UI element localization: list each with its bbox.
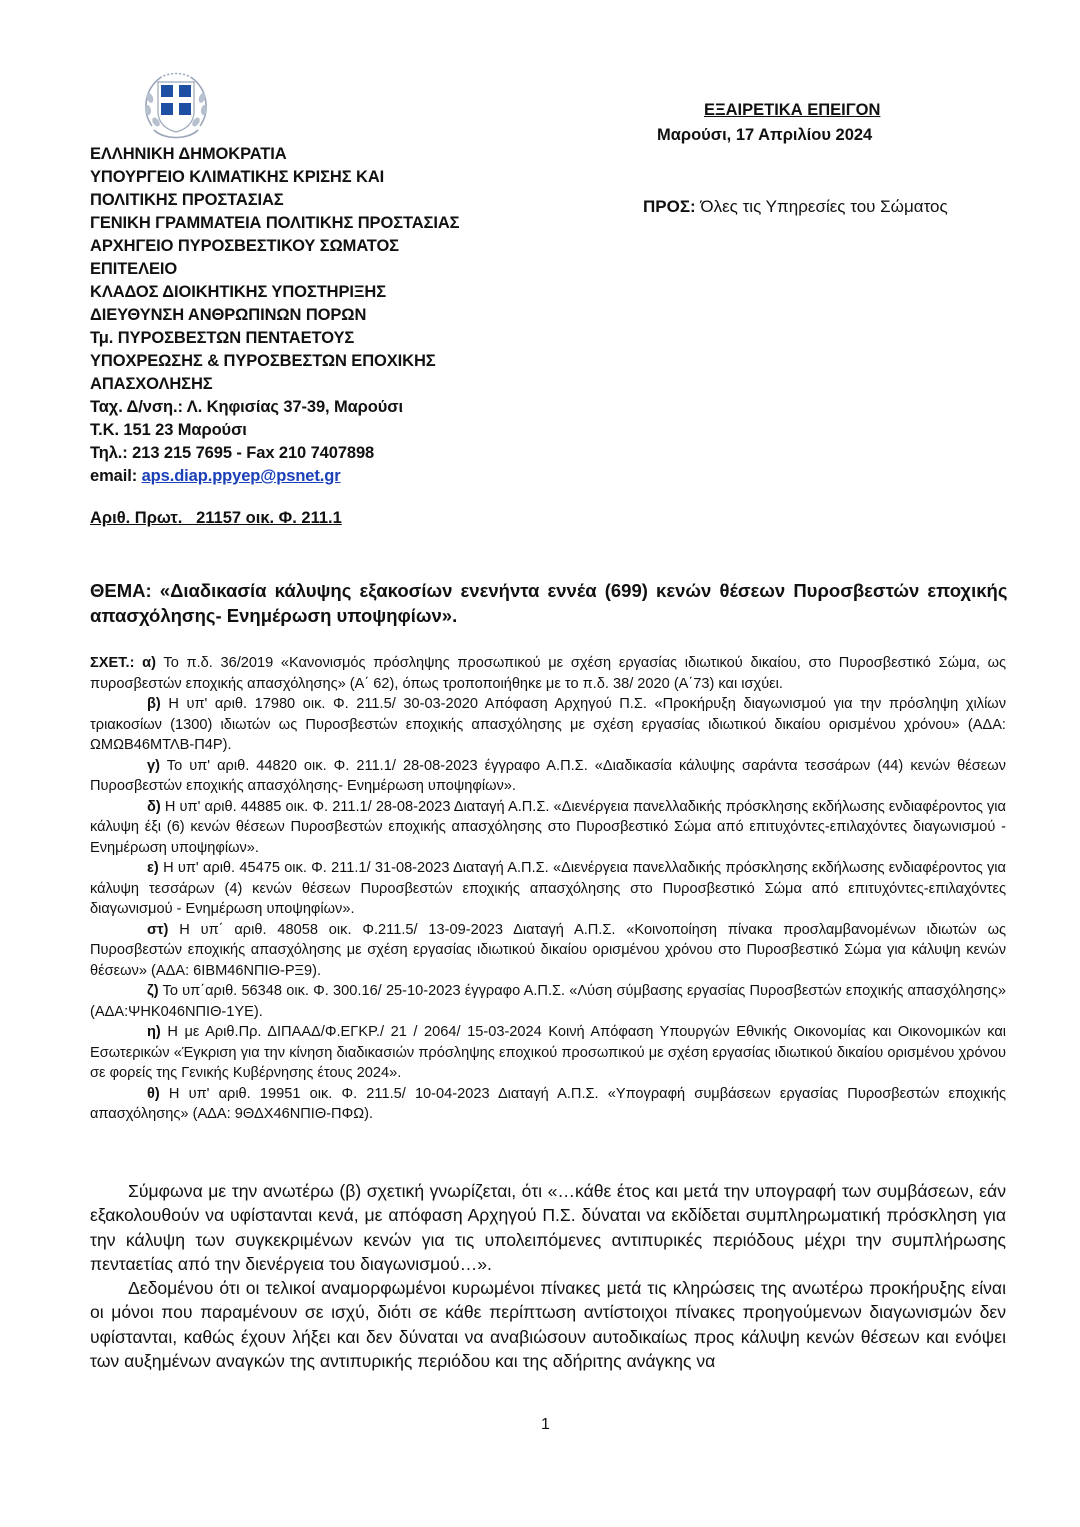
reference-marker: στ): [147, 921, 169, 938]
body-paragraph: Σύμφωνα με την ανωτέρω (β) σχετική γνωρίζεται, ότι «…κάθε έτος και μετά την υπογραφή των συμβάσεων, εάν εξακολουθούν να υφίστανται κενά, με απόφαση Αρχηγού Π.Σ. δύναται να εκδίδεται συμπληρωματική πρόσκληση για την κάλυψη των συγκεκριμένων κενών για τις υπολειπόμενες αντιπυρικές περιόδους μέχρι την συμπλήρωσης πενταετίας από την διενέργεια του διαγωνισμού…».: [90, 1181, 1006, 1274]
reference-text: Η υπ' αριθ. 17980 οικ. Φ. 211.5/ 30-03-2020 Απόφαση Αρχηγού Π.Σ. «Προκήρυξη διαγωνισμού για την πρόσληψη χιλίων τριακοσίων (1300) ιδιωτών ως Πυροσβεστών εποχικής απασχόλησης με σχέση εργασίας ιδιωτικού δικαίου ορισμένου χρόνου» (ΑΔΑ: ΩΜΩΒ46ΜΤΛΒ-Π4Ρ).: [90, 696, 1006, 753]
reference-marker: η): [147, 1024, 161, 1040]
body-paragraph: Δεδομένου ότι οι τελικοί αναμορφωμένοι κυρωμένοι πίνακες μετά τις κληρώσεις της ανωτέρω προκήρυξης είναι οι μόνοι που παραμένουν σε ισχύ, διότι σε κάθε περίπτωση αντίστοιχοι πίνακες προηγούμενων διαγωνισμών δεν υφίστανται, καθώς έχουν λήξει και δεν δύναται να αναβιώσουν αυτοδικαίως προς κάλυψη κενών θέσεων και ενόψει των αυξημένων αναγκών της αντιπυρικής περιόδου και της αδήριτης ανάγκης να: [90, 1278, 1006, 1372]
reference-item-d: [90, 797, 1006, 859]
reference-item-st: [90, 920, 1006, 982]
reference-item-z: [90, 981, 1006, 1022]
reference-marker: θ): [147, 1085, 160, 1102]
reference-text: Η υπ΄ αριθ. 48058 οικ. Φ.211.5/ 13-09-2023 Διαταγή Α.Π.Σ. «Κοινοποίηση πίνακα προσλαμβανομένων ιδιωτών ως Πυροσβεστών εποχικής απασχόλησης με σχέση εργασίας ιδιωτικού δικαίου ορισμένου χρόνου στο Πυροσβεστικό Σώμα για κάλυψη κενών θέσεων» (ΑΔΑ: 6ΙΒΜ46ΝΠΙΘ-ΡΞ9).: [90, 921, 1006, 979]
email-label: email:: [90, 467, 142, 485]
issuer-line: ΕΛΛΗΝΙΚΗ ΔΗΜΟΚΡΑΤΙΑ: [90, 145, 287, 163]
reference-marker: γ): [147, 757, 160, 774]
reference-text: Η υπ' αριθ. 44885 οικ. Φ. 211.1/ 28-08-2023 Διαταγή Α.Π.Σ. «Διενέργεια πανελλαδικής πρόσκλησης εκδήλωσης ενδιαφέροντος για κάλυψη έξι (6) κενών θέσεων Πυροσβεστών εποχικής απασχόλησης στο Πυροσβεστικό Σώμα από επιτυχόντες-επιλαχόντες διαγωνισμού - Ενημέρωση υποψηφίων».: [90, 798, 1006, 856]
postal-code-line: Τ.Κ. 151 23 Μαρούσι: [90, 421, 247, 439]
reference-text: Η με Αριθ.Πρ. ΔΙΠΑΑΔ/Φ.ΕΓΚΡ./ 21 / 2064/ 15-03-2024 Κοινή Απόφαση Υπουργών Εθνικής Οικονομίας και Οικονομικών και Εσωτερικών «Έγκριση για την κίνηση διαδικασιών πρόσληψης εποχικού προσωπικού με σχέση εργασίας ιδιωτικού δικαίου ορισμένου χρόνου σε φορείς της Γενικής Κυβέρνησης έτους 2024».: [90, 1024, 1007, 1081]
urgency-label: ΕΞΑΙΡΕΤΙΚΑ ΕΠΕΙΓΟΝ: [704, 101, 881, 119]
subject-heading: [90, 578, 1006, 628]
reference-text: Το υπ΄αριθ. 56348 οικ. Φ. 300.16/ 25-10-2023 έγγραφο Α.Π.Σ. «Λύση σύμβασης εργασίας Πυροσβεστών εποχικής απασχόλησης» (ΑΔΑ:ΨΗΚ046ΝΠΙΘ-1ΥΕ).: [90, 983, 1006, 1020]
references-section: [90, 653, 1006, 1125]
reference-marker: δ): [147, 798, 161, 815]
issuer-line: ΕΠΙΤΕΛΕΙΟ: [90, 260, 178, 278]
reference-marker: ζ): [147, 983, 159, 999]
address-line: Ταχ. Δ/νση.: Λ. Κηφισίας 37-39, Μαρούσι: [90, 398, 403, 416]
greek-state-emblem-icon: [138, 68, 214, 144]
reference-item-b: [90, 694, 1006, 756]
reference-text: Η υπ' αριθ. 45475 οικ. Φ. 211.1/ 31-08-2023 Διαταγή Α.Π.Σ. «Διενέργεια πανελλαδικής πρόσκλησης εκδήλωσης ενδιαφέροντος για κάλυψη τεσσάρων (4) κενών θέσεων Πυροσβεστών εποχικής απασχόλησης στο Πυροσβεστικό Σώμα από επιτυχόντες-επιλαχόντες διαγωνισμού - Ενημέρωση υποψηφίων».: [90, 860, 1006, 917]
reference-marker: β): [147, 696, 161, 712]
issuer-line: ΑΠΑΣΧΟΛΗΣΗΣ: [90, 375, 213, 393]
issuer-block: [90, 143, 530, 488]
issuer-line: ΔΙΕΥΘΥΝΣΗ ΑΝΘΡΩΠΙΝΩΝ ΠΟΡΩΝ: [90, 306, 367, 324]
subject-line-2: απασχόλησης- Ενημέρωση υποψηφίων».: [90, 605, 458, 626]
recipient-line: [643, 197, 948, 217]
reference-marker: α): [142, 655, 156, 671]
recipient-label: ΠΡΟΣ:: [643, 197, 696, 216]
reference-text: Η υπ' αριθ. 19951 οικ. Φ. 211.5/ 10-04-2023 Διαταγή Α.Π.Σ. «Υπογραφή συμβάσεων εργασίας Πυροσβεστών εποχικής απασχόλησης» (ΑΔΑ: 9ΘΔΧ46ΝΠΙΘ-ΠΦΩ).: [90, 1085, 1006, 1122]
reference-text: Το π.δ. 36/2019 «Κανονισμός πρόσληψης προσωπικού με σχέση εργασίας ιδιωτικού δικαίου, στο Πυροσβεστικό Σώμα, ως πυροσβεστών εποχικής απασχόλησης» (Α΄ 62), όπως τροποποιήθηκε με το π.δ. 38/ 2020 (Α΄73) και ισχύει.: [90, 655, 1006, 692]
recipient-value: Όλες τις Υπηρεσίες του Σώματος: [695, 197, 948, 216]
reference-item-c: [90, 756, 1006, 797]
protocol-number: Αριθ. Πρωτ. 21157 οικ. Φ. 211.1: [90, 509, 342, 527]
email-link[interactable]: aps.diap.ppyep@psnet.gr: [141, 467, 341, 485]
body-text: [90, 1179, 1006, 1373]
reference-text: Το υπ' αριθ. 44820 οικ. Φ. 211.1/ 28-08-2023 έγγραφο Α.Π.Σ. «Διαδικασία κάλυψης σαράντα τεσσάρων (44) κενών θέσεων Πυροσβεστών εποχικής απασχόλησης- Ενημέρωση υποψηφίων».: [90, 757, 1006, 794]
reference-item-h: [90, 1022, 1006, 1084]
phone-fax-line: Τηλ.: 213 215 7695 - Fax 210 7407898: [90, 444, 375, 462]
issuer-line: ΚΛΑΔΟΣ ΔΙΟΙΚΗΤΙΚΗΣ ΥΠΟΣΤΗΡΙΞΗΣ: [90, 283, 387, 301]
reference-item-a: [90, 653, 1006, 694]
reference-item-th: [90, 1084, 1006, 1125]
issuer-line: ΥΠΟΧΡΕΩΣΗΣ & ΠΥΡΟΣΒΕΣΤΩΝ ΕΠΟΧΙΚΗΣ: [90, 352, 436, 370]
issuer-line: ΥΠΟΥΡΓΕΙΟ ΚΛΙΜΑΤΙΚΗΣ ΚΡΙΣΗΣ ΚΑΙ: [90, 168, 385, 186]
issuer-line: Τμ. ΠΥΡΟΣΒΕΣΤΩΝ ΠΕΝΤΑΕΤΟΥΣ: [90, 329, 355, 347]
issuer-line: ΓΕΝΙΚΗ ΓΡΑΜΜΑΤΕΙΑ ΠΟΛΙΤΙΚΗΣ ΠΡΟΣΤΑΣΙΑΣ: [90, 214, 460, 232]
issuer-line: ΠΟΛΙΤΙΚΗΣ ΠΡΟΣΤΑΣΙΑΣ: [90, 191, 284, 209]
issuer-line: ΑΡΧΗΓΕΙΟ ΠΥΡΟΣΒΕΣΤΙΚΟΥ ΣΩΜΑΤΟΣ: [90, 237, 399, 255]
references-label: ΣΧΕΤ.:: [90, 655, 135, 671]
page-number: 1: [541, 1416, 550, 1433]
reference-marker: ε): [147, 860, 159, 876]
document-date: Μαρούσι, 17 Απριλίου 2024: [657, 126, 873, 144]
reference-item-e: [90, 858, 1006, 920]
email-line: [90, 465, 530, 488]
subject-line-1: ΘΕΜΑ: «Διαδικασία κάλυψης εξακοσίων ενενήντα εννέα (699) κενών θέσεων Πυροσβεστών εποχικής: [90, 580, 1008, 601]
